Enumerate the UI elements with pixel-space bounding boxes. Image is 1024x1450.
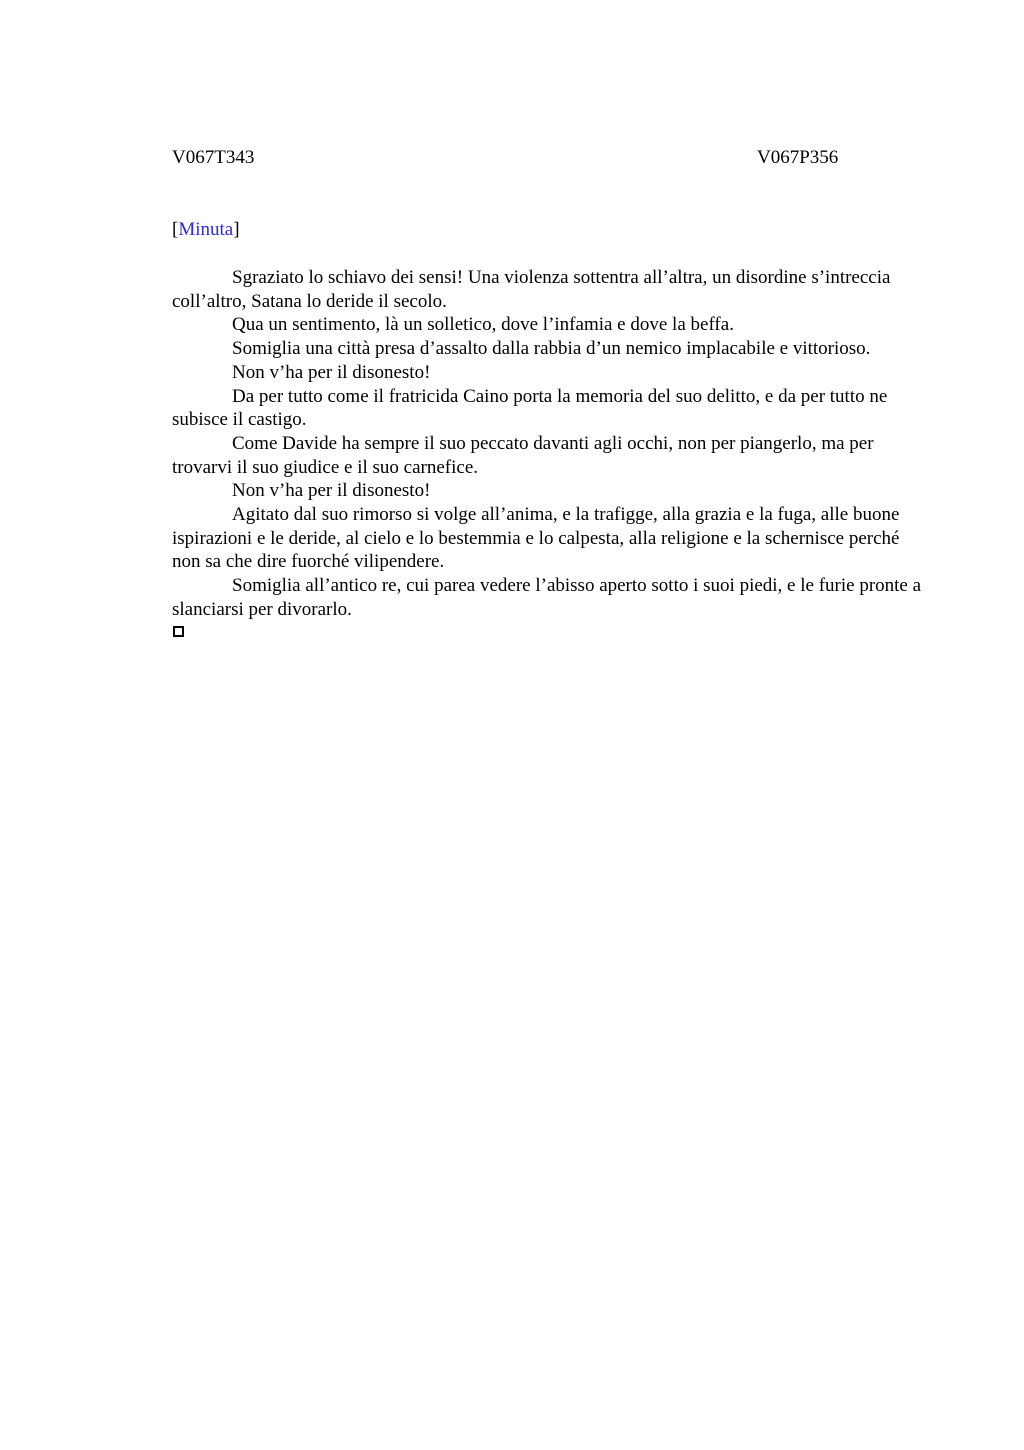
body-text [172,266,932,622]
paragraph: Come Davide ha sempre il suo peccato davanti agli occhi, non per piangerlo, ma per trovarvi il suo giudice e il suo carnefice. [172,432,874,478]
paragraph: Sgraziato lo schiavo dei sensi! Una violenza sottentra all’altra, un disordine s’intreccia coll’altro, Satana lo deride il secolo. [172,267,891,312]
paragraph: Somiglia una città presa d’assalto dalla rabbia d’un nemico implacabile e vittorioso. [232,338,871,360]
paragraph: Qua un sentimento, là un solletico, dove l’infamia e dove la beffa. [232,314,734,336]
document-code-right: V067P356 [757,147,839,168]
paragraph: Somiglia all’antico re, cui parea vedere l’abisso aperto sotto i suoi piedi, e le furie pronte a slanciarsi per divorarlo. [172,575,922,620]
close-bracket: ] [233,219,240,240]
paragraph: Da per tutto come il fratricida Caino porta la memoria del suo delitto, e da per tutto ne subisce il castigo. [172,385,888,431]
open-bracket: [ [172,219,179,240]
section-label [172,219,240,241]
paragraph: Non v’ha per il disonesto! [232,480,431,502]
paragraph: Non v’ha per il disonesto! [232,361,431,383]
hollow-square-icon [173,626,184,637]
paragraph: Agitato dal suo rimorso si volge all’anima, e la trafigge, alla grazia e la fuga, alle buone ispirazioni e le deride, al cielo e lo bestemmia e lo calpesta, alla religione e la schernisce perché non sa che dire fuorché vilipendere. [172,504,900,573]
document-code-left: V067T343 [172,147,255,168]
minuta-link[interactable]: Minuta [178,219,234,240]
